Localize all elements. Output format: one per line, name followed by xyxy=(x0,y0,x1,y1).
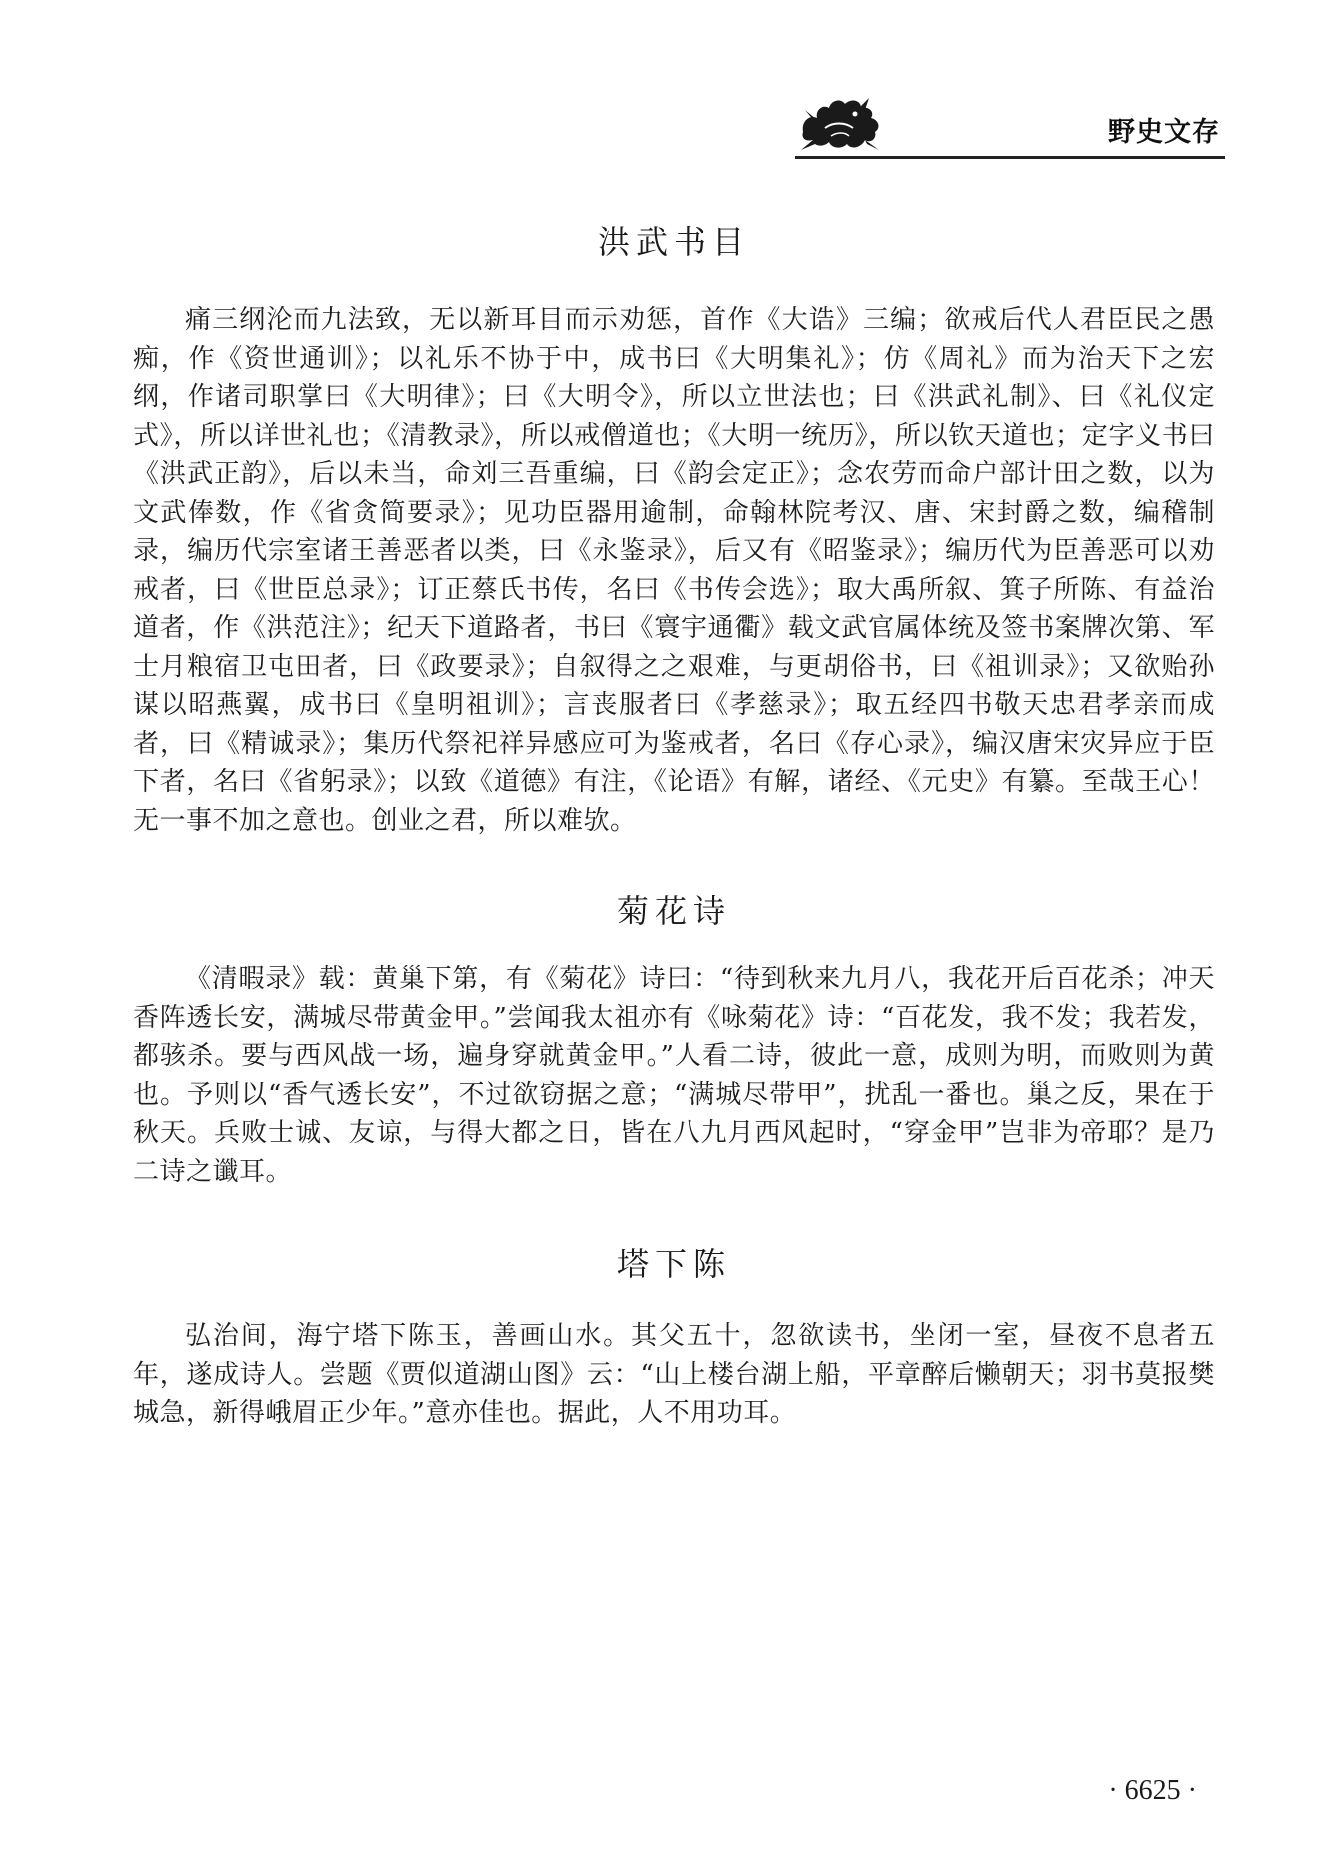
section-title-taxia-chen: 塔下陈 xyxy=(616,1245,731,1283)
section-title-juhua-shi: 菊花诗 xyxy=(616,892,731,930)
dragon-icon xyxy=(795,92,885,154)
series-title: 野史文存 xyxy=(1108,117,1220,148)
section-paragraph-juhua-shi: 《清暇录》载：黄巢下第，有《菊花》诗曰：“待到秋来九月八，我花开后百花杀；冲天香阵透长安，满城尽带黄金甲。”尝闻我太祖亦有《咏菊花》诗：“百花发，我不发；我若发，都骇杀。要与西风战一场，遍身穿就黄金甲。”人看二诗，彼此一意，成则为明，而败则为黄也。予则以“香气透长安”，不过欲窃据之意；“满城尽带甲”，扰乱一番也。巢之反，果在于秋天。兵败士诚、友谅，与得大都之日，皆在八九月西风起时，“穿金甲”岂非为帝耶？是乃二诗之谶耳。 xyxy=(133,964,1215,1187)
header-rule xyxy=(795,156,1225,159)
main-content xyxy=(133,205,1215,1433)
page-number: · 6625 · xyxy=(1108,1775,1197,1806)
section-paragraph-hongwu-shumu: 痛三纲沦而九法致，无以新耳目而示劝惩，首作《大诰》三编；欲戒后代人君臣民之愚痴，作《资世通训》；以礼乐不协于中，成书曰《大明集礼》；仿《周礼》而为治天下之宏纲，作诸司职掌曰《大明律》；曰《大明令》，所以立世法也；曰《洪武礼制》、曰《礼仪定式》，所以详世礼也；《清教录》，所以戒僧道也；《大明一统历》，所以钦天道也；定字义书曰《洪武正韵》，后以未当，命刘三吾重编，曰《韵会定正》；念农劳而命户部计田之数，以为文武俸数，作《省贪简要录》；见功臣器用逾制，命翰林院考汉、唐、宋封爵之数，编稽制录，编历代宗室诸王善恶者以类，曰《永鉴录》，后又有《昭鉴录》；编历代为臣善恶可以劝戒者，曰《世臣总录》；订正蔡氏书传，名曰《书传会选》；取大禹所叙、箕子所陈、有益治道者，作《洪范注》；纪天下道路者，书曰《寰宇通衢》载文武官属体统及签书案牌次第、军士月粮宿卫屯田者，曰《政要录》；自叙得之之艰难，与更胡俗书，曰《祖训录》；又欲贻孙谋以昭燕翼，成书曰《皇明祖训》；言丧服者曰《孝慈录》；取五经四书敬天忠君孝亲而成者，曰《精诚录》；集历代祭祀祥异感应可为鉴戒者，名曰《存心录》，编汉唐宋灾异应于臣下者，名曰《省躬录》；以致《道德》有注，《论语》有解，诸经、《元史》有纂。至哉王心！无一事不加之意也。创业之君，所以难欤。 xyxy=(133,305,1215,836)
section-title-hongwu-shumu: 洪武书目 xyxy=(597,223,750,261)
section-paragraph-taxia-chen: 弘治间，海宁塔下陈玉，善画山水。其父五十，忽欲读书，坐闭一室，昼夜不息者五年，遂成诗人。尝题《贾似道湖山图》云：“山上楼台湖上船，平章醉后懒朝天；羽书莫报樊城急，新得峨眉正少年。”意亦佳也。据此，人不用功耳。 xyxy=(133,1321,1215,1428)
running-header xyxy=(795,92,1230,162)
